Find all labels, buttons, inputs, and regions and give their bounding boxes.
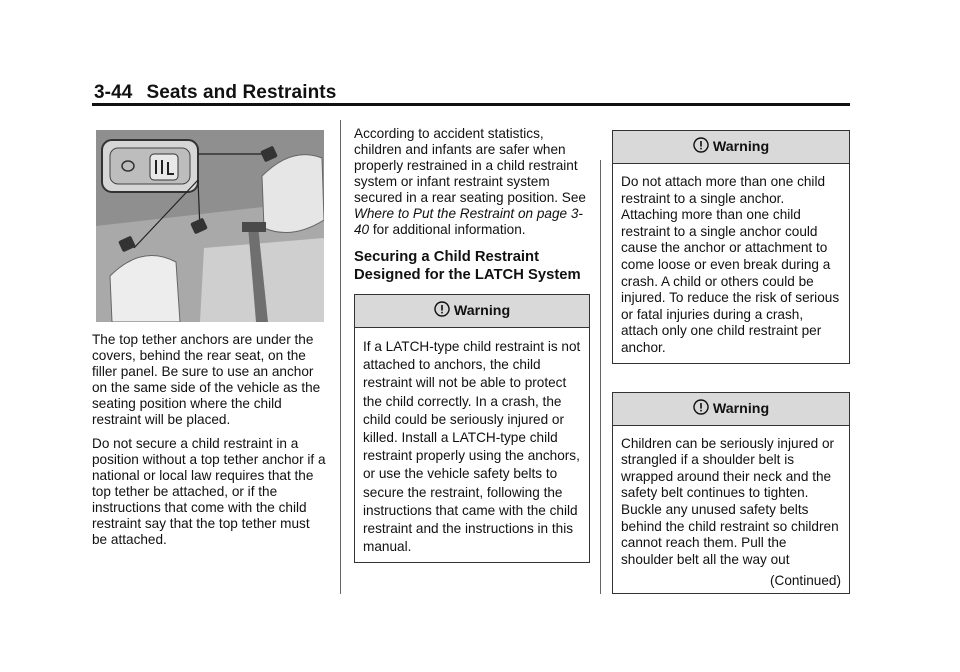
paragraph-text: According to accident statistics, children and infants are safer when properly restrained in a child restraint system or infant restraint system secured in a rear seating position. See	[354, 126, 586, 205]
paragraph-text: for additional information.	[369, 222, 526, 237]
warning-text: Do not attach more than one child restraint to a single anchor. Attaching more than one child restraint to a single anchor could cause the anchor or attachment to come loose or even break during a crash. A child or others could be injured. To reduce the risk of serious or fatal injuries during a crash, attach only one child restraint per anchor.	[621, 174, 840, 355]
section-title: Seats and Restraints	[146, 82, 337, 103]
warning-header	[613, 393, 849, 426]
column-3	[612, 130, 850, 594]
warning-header	[613, 131, 849, 164]
warning-header	[355, 295, 589, 328]
warning-title: Warning	[453, 303, 511, 319]
top-tether-anchor-illustration	[96, 130, 324, 322]
paragraph	[354, 126, 590, 238]
paragraph: Do not secure a child restraint in a position without a top tether anchor if a national or local law requires that the top tether be attached, or if the instructions that come with the child restraint say that the top tether must be attached.	[92, 436, 326, 547]
column-divider	[600, 160, 601, 594]
column-1	[92, 332, 328, 556]
paragraph: The top tether anchors are under the covers, behind the rear seat, on the filler panel. Be sure to use an anchor on the same side of the vehicle as the seating position where the child restraint will be placed.	[92, 332, 321, 427]
column-2	[354, 126, 590, 563]
page-number: 3-44	[94, 82, 133, 103]
warning-text: Children can be seriously injured or strangled if a shoulder belt is wrapped around their neck and the safety belt continues to tighten. Buckle any unused safety belts behind the child restraint so children cannot reach them. Pull the shoulder belt all the way out	[621, 435, 839, 567]
warning-symbol-icon	[434, 301, 450, 317]
column-divider	[340, 120, 341, 594]
warning-symbol-icon	[693, 399, 709, 415]
warning-box	[612, 392, 850, 594]
warning-box	[354, 294, 590, 563]
warning-box	[612, 130, 850, 364]
header-rule	[92, 103, 850, 106]
illustration-svg	[96, 130, 324, 322]
page-header	[94, 82, 336, 104]
warning-symbol-icon	[693, 137, 709, 153]
section-heading: Securing a Child Restraint Designed for the LATCH System	[354, 249, 581, 283]
warning-text: If a LATCH-type child restraint is not attached to anchors, the child restraint will not be able to protect the child correctly. In a crash, the child could be seriously injured or killed. Install a LATCH-type child restraint properly using the anchors, or use the vehicle safety belts to secure the restraint, following the instructions that came with the child restraint and the instructions in this manual.	[363, 339, 581, 555]
cross-reference-link[interactable]: Where to Put the Restraint on page 3-40	[354, 206, 583, 237]
continued-label: (Continued)	[769, 572, 841, 588]
warning-title: Warning	[712, 400, 770, 417]
warning-title: Warning	[712, 139, 770, 155]
